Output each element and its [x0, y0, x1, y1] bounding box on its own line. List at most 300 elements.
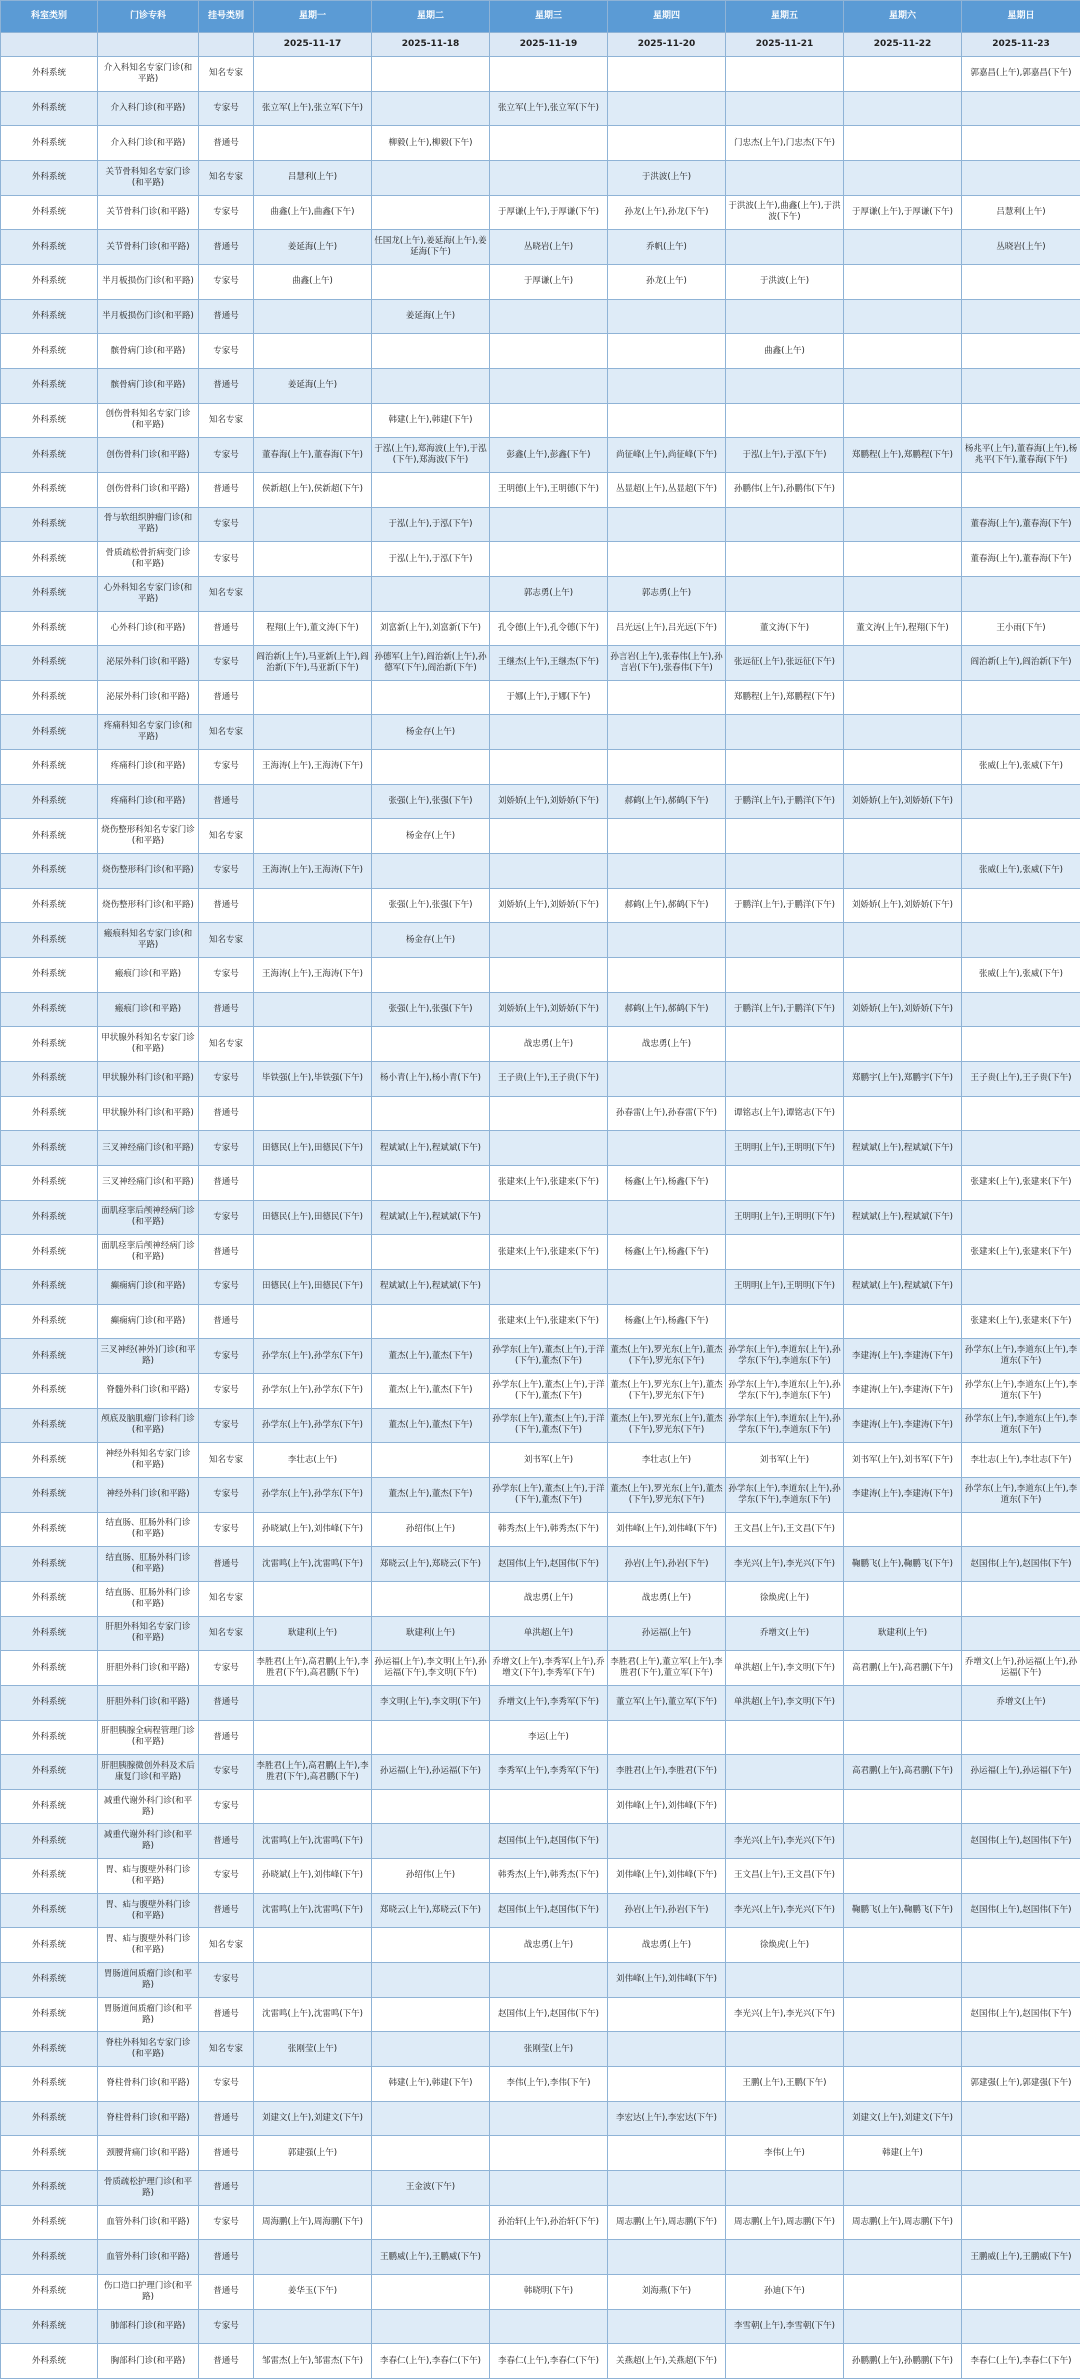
cell-monday[interactable]: 姜华玉(下午) [254, 2275, 372, 2310]
cell-friday[interactable]: 单洪超(上午),李文明(下午) [726, 1651, 844, 1686]
cell-tuesday[interactable]: 孙绍伟(上午) [372, 1512, 490, 1547]
cell-friday[interactable]: 王鹏(上午),王鹏(下午) [726, 2067, 844, 2102]
cell-wednesday[interactable]: 王继杰(上午),王继杰(下午) [490, 646, 608, 681]
cell-sunday[interactable]: 张威(上午),张威(下午) [962, 750, 1080, 785]
cell-tuesday[interactable]: 韩建(上午),韩建(下午) [372, 403, 490, 438]
cell-thursday [608, 2032, 726, 2067]
cell-thursday[interactable]: 孙龙(上午),孙龙(下午) [608, 195, 726, 230]
cell-tuesday[interactable]: 任国龙(上午),姜延海(上午),姜延海(下午) [372, 230, 490, 265]
cell-wednesday[interactable]: 王子贵(上午),王子贵(下午) [490, 1062, 608, 1097]
cell-wednesday[interactable]: 乔增文(上午),李秀军(下午) [490, 1685, 608, 1720]
cell-wednesday[interactable]: 张建来(上午),张建来(下午) [490, 1235, 608, 1270]
cell-thursday[interactable]: 郝鹤(上午),郝鹤(下午) [608, 784, 726, 819]
cell-tuesday[interactable]: 郑晓云(上午),郑晓云(下午) [372, 1547, 490, 1582]
cell-wednesday[interactable]: 李运(上午) [490, 1720, 608, 1755]
cell-saturday [844, 1512, 962, 1547]
cell-wednesday[interactable]: 赵国伟(上午),赵国伟(下午) [490, 1824, 608, 1859]
cell-thursday[interactable]: 孙岩(上午),孙岩(下午) [608, 1893, 726, 1928]
table-row [1, 1235, 1080, 1270]
cell-sunday[interactable]: 张威(上午),张威(下午) [962, 854, 1080, 889]
cell-sunday[interactable]: 董春海(上午),董春海(下午) [962, 507, 1080, 542]
cell-saturday[interactable]: 于厚谦(上午),于厚谦(下午) [844, 195, 962, 230]
cell-friday[interactable]: 徐焕虎(上午) [726, 1581, 844, 1616]
cell-sunday[interactable]: 张威(上午),张威(下午) [962, 958, 1080, 993]
cell-registration-type: 专家号 [199, 1963, 254, 1998]
cell-tuesday[interactable]: 王金波(下午) [372, 2171, 490, 2206]
cell-monday[interactable]: 姜延海(上午) [254, 230, 372, 265]
cell-thursday[interactable]: 周志鹏(上午),周志鹏(下午) [608, 2205, 726, 2240]
cell-tuesday[interactable]: 李文明(上午),李文明(下午) [372, 1685, 490, 1720]
cell-sunday[interactable]: 乔增文(上午),孙运福(上午),孙运福(下午) [962, 1651, 1080, 1686]
cell-friday [726, 1720, 844, 1755]
cell-tuesday[interactable]: 董杰(上午),董杰(下午) [372, 1373, 490, 1408]
cell-tuesday[interactable]: 杨小青(上午),杨小青(下午) [372, 1062, 490, 1097]
cell-thursday[interactable]: 尚征峰(上午),尚征峰(下午) [608, 438, 726, 473]
cell-monday [254, 507, 372, 542]
cell-monday[interactable]: 田德民(上午),田德民(下午) [254, 1131, 372, 1166]
cell-thursday[interactable]: 战忠勇(上午) [608, 1928, 726, 1963]
cell-wednesday[interactable]: 于厚谦(上午),于厚谦(下午) [490, 195, 608, 230]
table-row [1, 1443, 1080, 1478]
col-header-registration-type: 挂号类别 [199, 1, 254, 33]
cell-thursday[interactable]: 刘海燕(下午) [608, 2275, 726, 2310]
cell-sunday[interactable]: 阎治新(上午),阎治新(下午) [962, 646, 1080, 681]
cell-thursday[interactable]: 孙岩(上午),孙岩(下午) [608, 1547, 726, 1582]
cell-friday[interactable]: 王明明(上午),王明明(下午) [726, 1269, 844, 1304]
cell-tuesday[interactable]: 张强(上午),张强(下午) [372, 992, 490, 1027]
cell-wednesday[interactable]: 刘书军(上午) [490, 1443, 608, 1478]
cell-wednesday[interactable]: 张建来(上午),张建来(下午) [490, 1166, 608, 1201]
cell-wednesday[interactable]: 刘娇娇(上午),刘娇娇(下午) [490, 784, 608, 819]
cell-monday[interactable]: 耿建利(上午) [254, 1616, 372, 1651]
cell-saturday[interactable]: 程斌斌(上午),程斌斌(下午) [844, 1269, 962, 1304]
cell-monday[interactable]: 李胜君(上午),高君鹏(上午),李胜君(下午),高君鹏(下午) [254, 1651, 372, 1686]
cell-sunday[interactable]: 孙学东(上午),李道东(上午),李道东(下午) [962, 1477, 1080, 1512]
cell-thursday[interactable]: 董杰(上午),罗光东(上午),董杰(下午),罗光东(下午) [608, 1408, 726, 1443]
cell-monday[interactable]: 王海涛(上午),王海涛(下午) [254, 958, 372, 993]
cell-wednesday[interactable]: 孙治轩(上午),孙治轩(下午) [490, 2205, 608, 2240]
cell-saturday[interactable]: 李建涛(上午),李建涛(下午) [844, 1339, 962, 1374]
cell-wednesday[interactable]: 李春仁(上午),李春仁(下午) [490, 2344, 608, 2379]
cell-sunday[interactable]: 孙运福(上午),孙运福(下午) [962, 1755, 1080, 1790]
cell-wednesday[interactable]: 赵国伟(上午),赵国伟(下午) [490, 1547, 608, 1582]
cell-monday[interactable]: 田德民(上午),田德民(下午) [254, 1269, 372, 1304]
cell-saturday[interactable]: 周志鹏(上午),周志鹏(下午) [844, 2205, 962, 2240]
cell-sunday[interactable]: 孙学东(上午),李道东(上午),李道东(下午) [962, 1339, 1080, 1374]
cell-friday[interactable]: 谭铭志(上午),谭铭志(下午) [726, 1096, 844, 1131]
cell-tuesday[interactable]: 于泓(上午),郑海波(上午),于泓(下午),郑海波(下午) [372, 438, 490, 473]
cell-friday[interactable]: 于鹏洋(上午),于鹏洋(下午) [726, 888, 844, 923]
cell-wednesday [490, 1131, 608, 1166]
cell-monday[interactable]: 周海鹏(上午),周海鹏(下午) [254, 2205, 372, 2240]
cell-monday[interactable]: 孙学东(上午),孙学东(下午) [254, 1373, 372, 1408]
cell-thursday[interactable]: 董杰(上午),罗光东(上午),董杰(下午),罗光东(下午) [608, 1339, 726, 1374]
cell-saturday[interactable]: 刘娇娇(上午),刘娇娇(下午) [844, 888, 962, 923]
cell-monday[interactable]: 张刚莹(上午) [254, 2032, 372, 2067]
cell-department-type: 外科系统 [1, 1096, 98, 1131]
cell-wednesday[interactable]: 孙学东(上午),董杰(上午),于洋(下午),董杰(下午) [490, 1477, 608, 1512]
cell-saturday[interactable]: 刘娇娇(上午),刘娇娇(下午) [844, 992, 962, 1027]
cell-saturday[interactable]: 董文涛(上午),程翔(下午) [844, 611, 962, 646]
cell-friday [726, 958, 844, 993]
cell-tuesday[interactable]: 张强(上午),张强(下午) [372, 888, 490, 923]
cell-sunday[interactable]: 王鹏威(上午),王鹏威(下午) [962, 2240, 1080, 2275]
cell-wednesday[interactable]: 刘娇娇(上午),刘娇娇(下午) [490, 992, 608, 1027]
cell-friday [726, 1027, 844, 1062]
cell-tuesday[interactable]: 李春仁(上午),李春仁(下午) [372, 2344, 490, 2379]
cell-registration-type: 知名专家 [199, 57, 254, 92]
cell-wednesday[interactable]: 战忠勇(上午) [490, 1581, 608, 1616]
cell-thursday[interactable]: 郭志勇(上午) [608, 576, 726, 611]
cell-thursday[interactable]: 刘伟峰(上午),刘伟峰(下午) [608, 1963, 726, 1998]
cell-wednesday [490, 750, 608, 785]
cell-friday[interactable]: 于洪波(上午) [726, 264, 844, 299]
cell-tuesday[interactable]: 柳毅(上午),柳毅(下午) [372, 126, 490, 161]
cell-thursday[interactable]: 杨鑫(上午),杨鑫(下午) [608, 1235, 726, 1270]
cell-friday[interactable]: 门忠杰(上午),门忠杰(下午) [726, 126, 844, 161]
cell-saturday[interactable]: 郑鹏程(上午),郑鹏程(下午) [844, 438, 962, 473]
cell-department-type: 外科系统 [1, 1997, 98, 2032]
cell-monday[interactable]: 李壮志(上午) [254, 1443, 372, 1478]
cell-saturday[interactable]: 耿建利(上午) [844, 1616, 962, 1651]
cell-wednesday[interactable]: 于娜(上午),于娜(下午) [490, 680, 608, 715]
cell-monday[interactable]: 孙晓斌(上午),刘伟峰(下午) [254, 1859, 372, 1894]
cell-tuesday [372, 1096, 490, 1131]
cell-thursday[interactable]: 董杰(上午),罗光东(上午),董杰(下午),罗光东(下午) [608, 1477, 726, 1512]
cell-wednesday[interactable]: 李秀军(上午),李秀军(下午) [490, 1755, 608, 1790]
cell-wednesday[interactable]: 赵国伟(上午),赵国伟(下午) [490, 1997, 608, 2032]
cell-monday[interactable]: 孙学东(上午),孙学东(下午) [254, 1477, 372, 1512]
cell-wednesday[interactable]: 张建来(上午),张建来(下午) [490, 1304, 608, 1339]
cell-thursday[interactable]: 郝鹤(上午),郝鹤(下午) [608, 992, 726, 1027]
cell-tuesday[interactable]: 孙绍伟(上午) [372, 1859, 490, 1894]
cell-tuesday[interactable]: 董杰(上午),董杰(下午) [372, 1477, 490, 1512]
table-row [1, 2205, 1080, 2240]
cell-thursday[interactable]: 丛显超(上午),丛显超(下午) [608, 472, 726, 507]
cell-thursday[interactable]: 孙龙(上午) [608, 264, 726, 299]
cell-saturday[interactable]: 李建涛(上午),李建涛(下午) [844, 1408, 962, 1443]
cell-sunday[interactable]: 赵国伟(上午),赵国伟(下午) [962, 1893, 1080, 1928]
cell-monday[interactable]: 李胜君(上午),高君鹏(上午),李胜君(下午),高君鹏(下午) [254, 1755, 372, 1790]
cell-sunday[interactable]: 赵国伟(上午),赵国伟(下午) [962, 1547, 1080, 1582]
cell-thursday[interactable]: 李胜君(上午),董立军(上午),李胜君(下午),董立军(下午) [608, 1651, 726, 1686]
table-row [1, 1408, 1080, 1443]
cell-thursday[interactable]: 战忠勇(上午) [608, 1581, 726, 1616]
cell-monday[interactable]: 吕慧利(上午) [254, 160, 372, 195]
cell-friday[interactable]: 刘书军(上午) [726, 1443, 844, 1478]
cell-thursday[interactable]: 吕光远(上午),吕光远(下午) [608, 611, 726, 646]
cell-friday[interactable]: 王文昌(上午),王文昌(下午) [726, 1859, 844, 1894]
cell-thursday[interactable]: 李胜君(上午),李胜君(下午) [608, 1755, 726, 1790]
cell-friday[interactable]: 孙鹏伟(上午),孙鹏伟(下午) [726, 472, 844, 507]
cell-saturday[interactable]: 刘书军(上午),刘书军(下午) [844, 1443, 962, 1478]
cell-friday[interactable]: 孙学东(上午),李道东(上午),孙学东(下午),李道东(下午) [726, 1373, 844, 1408]
cell-department-type: 外科系统 [1, 611, 98, 646]
cell-monday[interactable]: 刘建文(上午),刘建文(下午) [254, 2101, 372, 2136]
cell-thursday[interactable]: 关燕超(上午),关燕超(下午) [608, 2344, 726, 2379]
cell-clinic: 甲状腺外科门诊(和平路) [98, 1062, 199, 1097]
cell-department-type: 外科系统 [1, 299, 98, 334]
cell-friday[interactable]: 孙学东(上午),李道东(上午),孙学东(下午),李道东(下午) [726, 1408, 844, 1443]
cell-sunday[interactable]: 董春海(上午),董春海(下午) [962, 542, 1080, 577]
cell-tuesday[interactable]: 杨金存(上午) [372, 923, 490, 958]
cell-sunday[interactable]: 赵国伟(上午),赵国伟(下午) [962, 1824, 1080, 1859]
cell-tuesday[interactable]: 韩建(上午),韩建(下午) [372, 2067, 490, 2102]
cell-thursday[interactable]: 李壮志(上午) [608, 1443, 726, 1478]
cell-monday[interactable]: 王海涛(上午),王海涛(下午) [254, 750, 372, 785]
cell-wednesday[interactable]: 赵国伟(上午),赵国伟(下午) [490, 1893, 608, 1928]
cell-monday[interactable]: 曲鑫(上午),曲鑫(下午) [254, 195, 372, 230]
cell-sunday[interactable]: 赵国伟(上午),赵国伟(下午) [962, 1997, 1080, 2032]
cell-monday[interactable]: 沈雷鸣(上午),沈雷鸣(下午) [254, 1547, 372, 1582]
cell-clinic: 瘢痕门诊(和平路) [98, 992, 199, 1027]
cell-registration-type: 普通号 [199, 1685, 254, 1720]
cell-sunday[interactable]: 杨兆平(上午),董春海(上午),杨兆平(下午),董春海(下午) [962, 438, 1080, 473]
cell-sunday[interactable]: 王小雨(下午) [962, 611, 1080, 646]
cell-wednesday[interactable]: 韩秀杰(上午),韩秀杰(下午) [490, 1512, 608, 1547]
cell-registration-type: 普通号 [199, 1235, 254, 1270]
cell-wednesday[interactable]: 孔令德(上午),孔令德(下午) [490, 611, 608, 646]
cell-friday[interactable]: 李光兴(上午),李光兴(下午) [726, 1824, 844, 1859]
cell-wednesday[interactable]: 乔增文(上午),李秀军(上午),乔增文(下午),李秀军(下午) [490, 1651, 608, 1686]
cell-tuesday[interactable]: 董杰(上午),董杰(下午) [372, 1339, 490, 1374]
cell-thursday[interactable]: 刘伟峰(上午),刘伟峰(下午) [608, 1512, 726, 1547]
cell-thursday[interactable]: 董杰(上午),罗光东(上午),董杰(下午),罗光东(下午) [608, 1373, 726, 1408]
cell-saturday[interactable]: 高君鹏(上午),高君鹏(下午) [844, 1755, 962, 1790]
cell-wednesday[interactable]: 彭鑫(上午),彭鑫(下午) [490, 438, 608, 473]
cell-saturday[interactable]: 李建涛(上午),李建涛(下午) [844, 1477, 962, 1512]
cell-tuesday[interactable]: 郑晓云(上午),郑晓云(下午) [372, 1893, 490, 1928]
cell-friday[interactable]: 王明明(上午),王明明(下午) [726, 1200, 844, 1235]
cell-wednesday[interactable]: 李伟(上午),李伟(下午) [490, 2067, 608, 2102]
cell-clinic: 关节骨科知名专家门诊(和平路) [98, 160, 199, 195]
cell-wednesday[interactable]: 战忠勇(上午) [490, 1928, 608, 1963]
cell-department-type: 外科系统 [1, 1685, 98, 1720]
cell-monday[interactable]: 侯新超(上午),侯新超(下午) [254, 472, 372, 507]
cell-saturday[interactable]: 程斌斌(上午),程斌斌(下午) [844, 1200, 962, 1235]
cell-wednesday[interactable]: 丛晓岩(上午) [490, 230, 608, 265]
cell-wednesday[interactable]: 孙学东(上午),董杰(上午),于洋(下午),董杰(下午) [490, 1373, 608, 1408]
cell-sunday[interactable]: 李壮志(上午),李壮志(下午) [962, 1443, 1080, 1478]
cell-monday[interactable]: 孙晓斌(上午),刘伟峰(下午) [254, 1512, 372, 1547]
cell-friday[interactable]: 张远征(上午),张远征(下午) [726, 646, 844, 681]
cell-registration-type: 专家号 [199, 542, 254, 577]
cell-sunday[interactable]: 孙学东(上午),李道东(上午),李道东(下午) [962, 1408, 1080, 1443]
cell-tuesday[interactable]: 孙德军(上午),阎治新(上午),孙德军(下午),阎治新(下午) [372, 646, 490, 681]
cell-tuesday[interactable]: 杨金存(上午) [372, 715, 490, 750]
cell-friday[interactable]: 王文昌(上午),王文昌(下午) [726, 1512, 844, 1547]
cell-wednesday[interactable]: 张立军(上午),张立军(下午) [490, 91, 608, 126]
cell-monday[interactable]: 程翔(上午),董文涛(下午) [254, 611, 372, 646]
cell-sunday[interactable]: 吕慧利(上午) [962, 195, 1080, 230]
cell-friday[interactable]: 孙迪(下午) [726, 2275, 844, 2310]
cell-monday[interactable]: 沈雷鸣(上午),沈雷鸣(下午) [254, 1824, 372, 1859]
cell-wednesday[interactable]: 孙学东(上午),董杰(上午),于洋(下午),董杰(下午) [490, 1339, 608, 1374]
cell-monday[interactable]: 毕铁强(上午),毕铁强(下午) [254, 1062, 372, 1097]
cell-tuesday[interactable]: 姜延海(上午) [372, 299, 490, 334]
cell-tuesday[interactable]: 程斌斌(上午),程斌斌(下午) [372, 1200, 490, 1235]
cell-friday[interactable]: 于洪波(上午),曲鑫(上午),于洪波(下午) [726, 195, 844, 230]
cell-monday[interactable]: 阎治新(上午),马亚新(上午),阎治新(下午),马亚新(下午) [254, 646, 372, 681]
cell-monday[interactable]: 姜延海(上午) [254, 368, 372, 403]
cell-sunday[interactable]: 李春仁(上午),李春仁(下午) [962, 2344, 1080, 2379]
cell-sunday[interactable]: 乔增文(上午) [962, 1685, 1080, 1720]
cell-tuesday[interactable]: 孙运福(上午),李文明(上午),孙运福(下午),李文明(下午) [372, 1651, 490, 1686]
cell-saturday[interactable]: 高君鹏(上午),高君鹏(下午) [844, 1651, 962, 1686]
cell-tuesday[interactable]: 张强(上午),张强(下午) [372, 784, 490, 819]
cell-sunday [962, 819, 1080, 854]
cell-monday [254, 784, 372, 819]
cell-friday[interactable]: 李光兴(上午),李光兴(下午) [726, 1893, 844, 1928]
cell-thursday [608, 2136, 726, 2171]
cell-tuesday[interactable]: 程斌斌(上午),程斌斌(下午) [372, 1131, 490, 1166]
cell-thursday[interactable]: 孙言岩(上午),张春伟(上午),孙言岩(下午),张春伟(下午) [608, 646, 726, 681]
cell-monday[interactable]: 田德民(上午),田德民(下午) [254, 1200, 372, 1235]
cell-saturday[interactable]: 鞠鹏飞(上午),鞠鹏飞(下午) [844, 1893, 962, 1928]
cell-friday[interactable]: 于鹏洋(上午),于鹏洋(下午) [726, 992, 844, 1027]
cell-monday[interactable]: 王海涛(上午),王海涛(下午) [254, 854, 372, 889]
cell-thursday[interactable]: 于洪波(上午) [608, 160, 726, 195]
cell-sunday[interactable]: 郭建强(上午),郭建强(下午) [962, 2067, 1080, 2102]
cell-thursday[interactable]: 孙春雷(上午),孙春雷(下午) [608, 1096, 726, 1131]
cell-registration-type: 普通号 [199, 992, 254, 1027]
table-row [1, 2136, 1080, 2171]
cell-wednesday[interactable]: 孙学东(上午),董杰(上午),于洋(下午),董杰(下午) [490, 1408, 608, 1443]
cell-wednesday[interactable]: 张刚莹(上午) [490, 2032, 608, 2067]
cell-monday [254, 403, 372, 438]
cell-friday[interactable]: 李光兴(上午),李光兴(下午) [726, 1997, 844, 2032]
cell-wednesday [490, 1200, 608, 1235]
cell-monday[interactable]: 孙学东(上午),孙学东(下午) [254, 1339, 372, 1374]
cell-friday[interactable]: 郑鹏程(上午),郑鹏程(下午) [726, 680, 844, 715]
cell-friday[interactable]: 孙学东(上午),李道东(上午),孙学东(下午),李道东(下午) [726, 1477, 844, 1512]
cell-saturday[interactable]: 郑鹏宇(上午),郑鹏宇(下午) [844, 1062, 962, 1097]
cell-monday[interactable]: 孙学东(上午),孙学东(下午) [254, 1408, 372, 1443]
cell-friday [726, 230, 844, 265]
cell-sunday[interactable]: 张建来(上午),张建来(下午) [962, 1166, 1080, 1201]
cell-saturday[interactable]: 鞠鹏飞(上午),鞠鹏飞(下午) [844, 1547, 962, 1582]
cell-thursday[interactable]: 刘伟峰(上午),刘伟峰(下午) [608, 1859, 726, 1894]
cell-wednesday[interactable]: 刘娇娇(上午),刘娇娇(下午) [490, 888, 608, 923]
cell-tuesday[interactable]: 程斌斌(上午),程斌斌(下午) [372, 1269, 490, 1304]
cell-department-type: 外科系统 [1, 750, 98, 785]
cell-friday[interactable]: 徐焕虎(上午) [726, 1928, 844, 1963]
cell-tuesday [372, 2275, 490, 2310]
cell-monday[interactable]: 曲鑫(上午) [254, 264, 372, 299]
table-row [1, 2240, 1080, 2275]
cell-thursday [608, 958, 726, 993]
cell-friday[interactable]: 于泓(上午),于泓(下午) [726, 438, 844, 473]
cell-clinic: 面肌痉挛后颅神经病门诊(和平路) [98, 1235, 199, 1270]
cell-friday[interactable]: 乔增文(上午) [726, 1616, 844, 1651]
cell-wednesday [490, 1963, 608, 1998]
cell-tuesday [372, 91, 490, 126]
cell-sunday[interactable]: 孙学东(上午),李道东(上午),李道东(下午) [962, 1373, 1080, 1408]
cell-wednesday[interactable]: 于厚谦(上午) [490, 264, 608, 299]
cell-tuesday[interactable]: 于泓(上午),于泓(下午) [372, 542, 490, 577]
cell-wednesday[interactable]: 韩晓明(下午) [490, 2275, 608, 2310]
cell-wednesday[interactable]: 王明德(上午),王明德(下午) [490, 472, 608, 507]
cell-tuesday[interactable]: 刘富新(上午),刘富新(下午) [372, 611, 490, 646]
cell-friday[interactable]: 王明明(上午),王明明(下午) [726, 1131, 844, 1166]
cell-department-type: 外科系统 [1, 1928, 98, 1963]
cell-monday[interactable]: 沈雷鸣(上午),沈雷鸣(下午) [254, 1997, 372, 2032]
cell-clinic: 胃、疝与腹壁外科门诊(和平路) [98, 1859, 199, 1894]
cell-saturday[interactable]: 韩建(上午) [844, 2136, 962, 2171]
cell-wednesday[interactable]: 战忠勇(上午) [490, 1027, 608, 1062]
cell-thursday[interactable]: 郝鹤(上午),郝鹤(下午) [608, 888, 726, 923]
table-row [1, 1824, 1080, 1859]
cell-thursday[interactable]: 孙运福(上午) [608, 1616, 726, 1651]
cell-tuesday[interactable]: 孙运福(上午),孙运福(下午) [372, 1755, 490, 1790]
cell-saturday[interactable]: 程斌斌(上午),程斌斌(下午) [844, 1131, 962, 1166]
cell-saturday[interactable]: 孙鹏鹏(上午),孙鹏鹏(下午) [844, 2344, 962, 2379]
cell-friday[interactable]: 董文涛(下午) [726, 611, 844, 646]
table-row [1, 472, 1080, 507]
cell-monday[interactable]: 郭建强(上午) [254, 2136, 372, 2171]
cell-wednesday[interactable]: 韩秀杰(上午),韩秀杰(下午) [490, 1859, 608, 1894]
cell-friday[interactable]: 于鹏洋(上午),于鹏洋(下午) [726, 784, 844, 819]
cell-friday[interactable]: 李雪朝(上午),李雪朝(下午) [726, 2309, 844, 2344]
cell-tuesday[interactable]: 董杰(上午),董杰(下午) [372, 1408, 490, 1443]
cell-monday[interactable]: 董春海(上午),董春海(下午) [254, 438, 372, 473]
cell-friday[interactable]: 曲鑫(上午) [726, 334, 844, 369]
cell-saturday[interactable]: 刘建文(上午),刘建文(下午) [844, 2101, 962, 2136]
cell-tuesday [372, 1928, 490, 1963]
cell-thursday[interactable]: 战忠勇(上午) [608, 1027, 726, 1062]
date-monday: 2025-11-17 [254, 33, 372, 57]
cell-saturday[interactable]: 李建涛(上午),李建涛(下午) [844, 1373, 962, 1408]
table-row [1, 160, 1080, 195]
cell-sunday[interactable]: 郭嘉昌(上午),郭嘉昌(下午) [962, 57, 1080, 92]
cell-sunday[interactable]: 王子贵(上午),王子贵(下午) [962, 1062, 1080, 1097]
cell-friday[interactable]: 李伟(上午) [726, 2136, 844, 2171]
cell-friday[interactable]: 孙学东(上午),李道东(上午),孙学东(下午),李道东(下午) [726, 1339, 844, 1374]
cell-monday[interactable]: 沈雷鸣(上午),沈雷鸣(下午) [254, 1893, 372, 1928]
cell-thursday[interactable]: 乔帆(上午) [608, 230, 726, 265]
cell-wednesday[interactable]: 单洪超(上午) [490, 1616, 608, 1651]
cell-tuesday[interactable]: 于泓(上午),于泓(下午) [372, 507, 490, 542]
cell-wednesday[interactable]: 郭志勇(上午) [490, 576, 608, 611]
cell-monday[interactable]: 张立军(上午),张立军(下午) [254, 91, 372, 126]
cell-department-type: 外科系统 [1, 2032, 98, 2067]
cell-friday[interactable]: 单洪超(上午),李文明(下午) [726, 1685, 844, 1720]
cell-tuesday[interactable]: 耿建利(上午) [372, 1616, 490, 1651]
cell-sunday[interactable]: 丛晓岩(上午) [962, 230, 1080, 265]
cell-tuesday [372, 1304, 490, 1339]
cell-saturday [844, 1096, 962, 1131]
cell-registration-type: 普通号 [199, 2275, 254, 2310]
cell-sunday[interactable]: 张建来(上午),张建来(下午) [962, 1304, 1080, 1339]
cell-tuesday[interactable]: 王鹏威(上午),王鹏威(下午) [372, 2240, 490, 2275]
cell-thursday[interactable]: 李宏达(上午),李宏达(下午) [608, 2101, 726, 2136]
cell-thursday[interactable]: 杨鑫(上午),杨鑫(下午) [608, 1166, 726, 1201]
cell-thursday[interactable]: 董立军(上午),董立军(下午) [608, 1685, 726, 1720]
cell-friday[interactable]: 李光兴(上午),李光兴(下午) [726, 1547, 844, 1582]
cell-saturday[interactable]: 刘娇娇(上午),刘娇娇(下午) [844, 784, 962, 819]
cell-friday[interactable]: 周志鹏(上午),周志鹏(下午) [726, 2205, 844, 2240]
cell-thursday[interactable]: 刘伟峰(上午),刘伟峰(下午) [608, 1789, 726, 1824]
cell-monday [254, 1789, 372, 1824]
cell-thursday[interactable]: 杨鑫(上午),杨鑫(下午) [608, 1304, 726, 1339]
cell-thursday [608, 368, 726, 403]
cell-clinic: 三叉神经痛门诊(和平路) [98, 1166, 199, 1201]
cell-monday[interactable]: 邹雷杰(上午),邹雷杰(下午) [254, 2344, 372, 2379]
cell-tuesday[interactable]: 杨金存(上午) [372, 819, 490, 854]
cell-sunday[interactable]: 张建来(上午),张建来(下午) [962, 1235, 1080, 1270]
cell-department-type: 外科系统 [1, 1027, 98, 1062]
cell-registration-type: 专家号 [199, 1373, 254, 1408]
